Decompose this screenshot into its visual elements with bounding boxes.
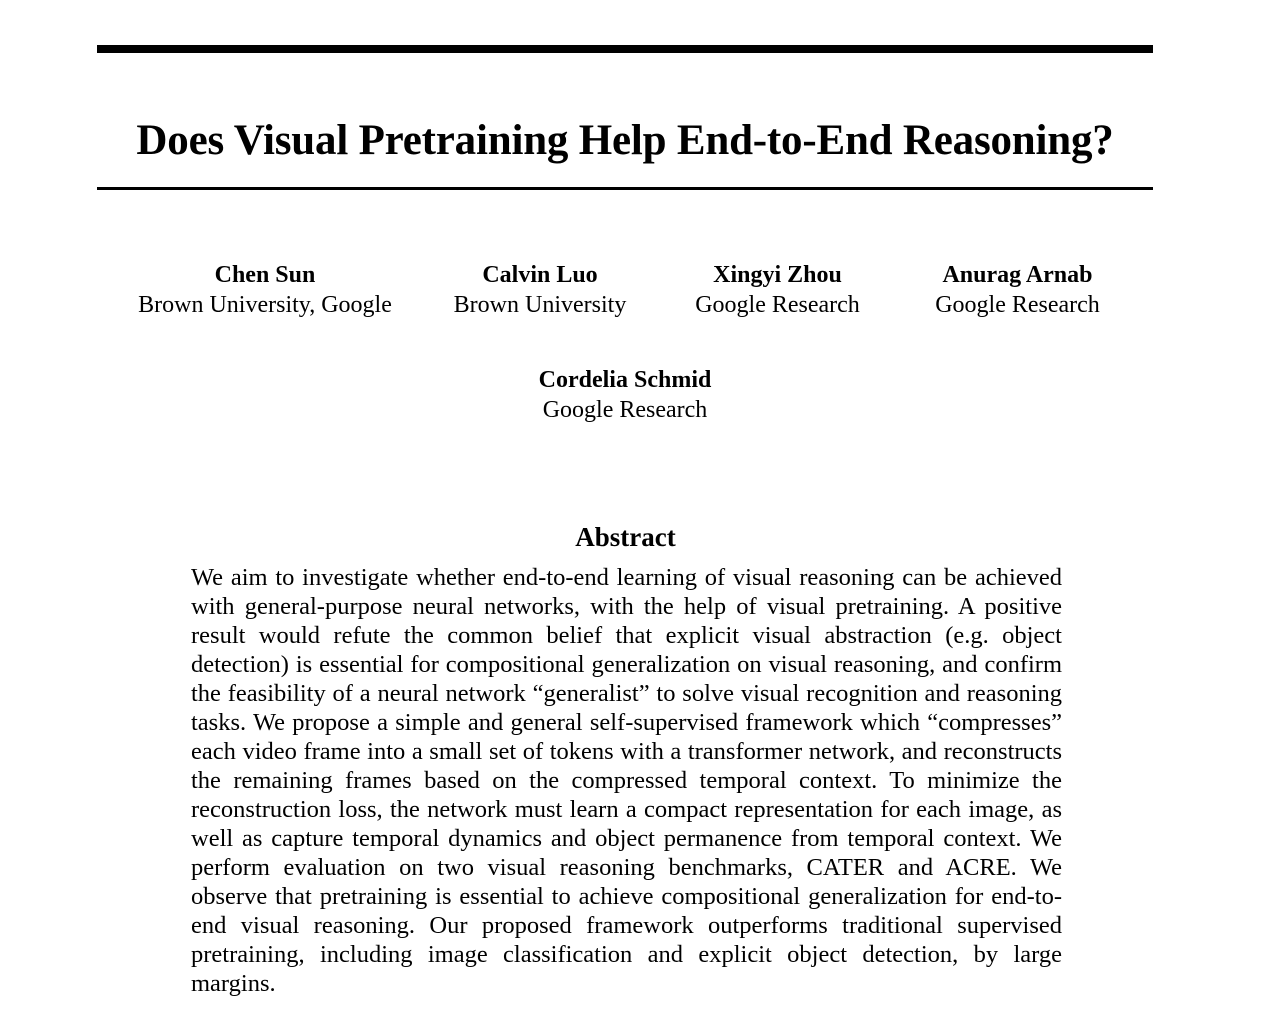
author-list-row-1 (97, 261, 1153, 320)
author-block (110, 261, 420, 320)
author-name: Calvin Luo (482, 262, 598, 288)
author-affiliation: Google Research (542, 397, 708, 424)
abstract-heading: Abstract (575, 522, 676, 553)
author-block (895, 261, 1140, 320)
author-affiliation: Brown University (453, 292, 627, 319)
abstract-body (191, 563, 1062, 998)
author-name: Anurag Arnab (942, 262, 1093, 288)
author-name: Xingyi Zhou (713, 262, 842, 288)
author-list-row-2 (97, 366, 1153, 425)
header-rule-thin (97, 187, 1153, 190)
page-title: Does Visual Pretraining Help End-to-End Reasoning? (136, 116, 1114, 164)
author-name: Chen Sun (214, 262, 316, 288)
author-affiliation: Google Research (695, 292, 860, 319)
author-block (660, 261, 895, 320)
abstract-paragraph: We aim to investigate whether end-to-end learning of visual reasoning can be achieved with general-purpose neural networks, with the help of visual pretraining. A positive result would refute the common belief that explicit visual abstraction (e.g. object detection) is essential for compositional generalization on visual reasoning, and confirm the feasibility of a neural network “generalist” to solve visual recognition and reasoning tasks. We propose a simple and general self-supervised framework which “compresses” each video frame into a small set of tokens with a transformer network, and reconstructs the remaining frames based on the compressed temporal context. To minimize the reconstruction loss, the network must learn a compact representation for each image, as well as capture temporal dynamics and object permanence from temporal context. We perform evaluation on two visual reasoning benchmarks, CATER and ACRE. We observe that pretraining is essential to achieve compositional generalization for end-to-end visual reasoning. Our proposed framework outperforms traditional supervised pretraining, including image classification and explicit object detection, by large margins. (191, 564, 1062, 997)
header-rule-thick (97, 45, 1153, 53)
author-name: Cordelia Schmid (538, 367, 712, 393)
author-affiliation: Brown University, Google (138, 292, 392, 319)
author-block (420, 261, 660, 320)
author-affiliation: Google Research (935, 292, 1100, 319)
